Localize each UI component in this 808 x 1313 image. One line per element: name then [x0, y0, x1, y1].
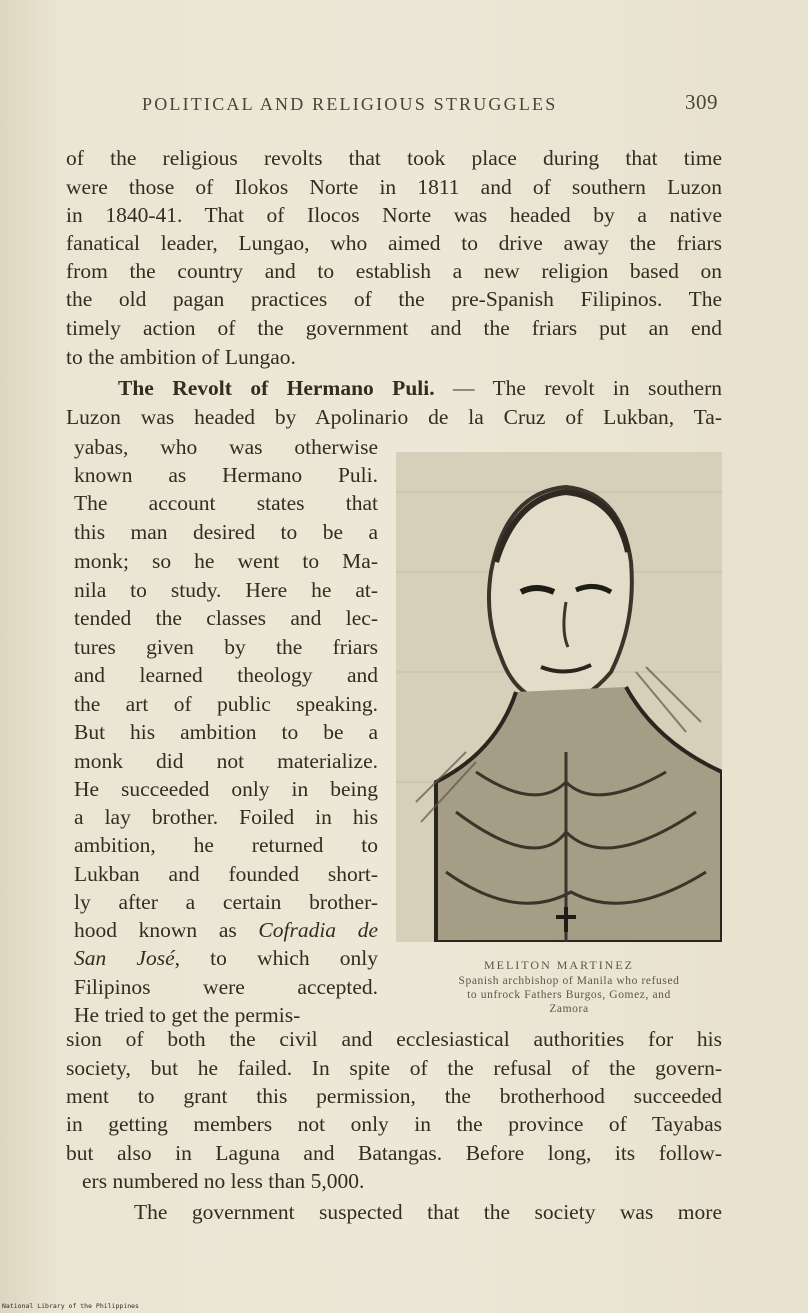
text-line: the old pagan practices of the pre-Spanish Filipinos. The: [66, 287, 722, 311]
caption-line: Spanish archbishop of Manila who refused: [458, 975, 680, 987]
text-line: from the country and to establish a new religion based on: [66, 259, 722, 283]
section-heading-line: [118, 374, 722, 402]
text-line: ers numbered no less than 5,000.: [82, 1169, 365, 1193]
text-line: but also in Laguna and Batangas. Before long, its follow-: [66, 1141, 722, 1165]
text-line: [74, 944, 378, 972]
figure-caption-name: MELITON MARTINEZ: [483, 958, 635, 972]
text-run: — The revolt in southern: [434, 376, 723, 400]
text-line: But his ambition to be a: [74, 720, 378, 744]
italic-term: Cofradia de: [258, 918, 379, 942]
text-line: ambition, he returned to: [74, 833, 378, 857]
text-line: He tried to get the permis-: [74, 1003, 301, 1027]
caption-line: to unfrock Fathers Burgos, Gomez, and: [467, 989, 671, 1001]
text-line: Filipinos were accepted.: [74, 975, 378, 999]
page-number: 309: [685, 90, 718, 114]
text-line: [74, 916, 378, 944]
text-line: monk did not materialize.: [74, 749, 378, 773]
text-line: nila to study. Here he at-: [74, 578, 378, 602]
text-line: known as Hermano Puli.: [74, 463, 378, 487]
portrait-drawing: [396, 452, 722, 942]
text-line: this man desired to be a: [74, 520, 378, 544]
text-line: to the ambition of Lungao.: [66, 345, 296, 369]
text-line: The account states that: [74, 491, 378, 515]
text-line: the art of public speaking.: [74, 692, 378, 716]
caption-line: Zamora: [549, 1003, 589, 1015]
text-line: of the religious revolts that took place during that time: [66, 146, 722, 170]
text-line: were those of Ilokos Norte in 1811 and of southern Luzon: [66, 175, 722, 199]
text-line: a lay brother. Foiled in his: [74, 805, 378, 829]
text-line: Lukban and founded short-: [74, 862, 378, 886]
text-line: ly after a certain brother-: [74, 890, 378, 914]
text-line: fanatical leader, Lungao, who aimed to drive away the friars: [66, 231, 722, 255]
text-line: He succeeded only in being: [74, 777, 378, 801]
text-run: , to which only: [174, 946, 378, 970]
text-line: monk; so he went to Ma-: [74, 549, 378, 573]
text-line: ment to grant this permission, the brotherhood succeeded: [66, 1084, 722, 1108]
text-line: yabas, who was otherwise: [74, 435, 378, 459]
portrait-illustration: [396, 452, 722, 942]
library-watermark: National Library of the Philippines: [2, 1302, 139, 1310]
text-line: in 1840-41. That of Ilocos Norte was headed by a native: [66, 203, 722, 227]
running-head: [66, 90, 722, 120]
text-line: tended the classes and lec-: [74, 606, 378, 630]
text-line: Luzon was headed by Apolinario de la Cruz of Lukban, Ta-: [66, 405, 722, 429]
italic-term: San José: [74, 946, 175, 970]
text-line: The government suspected that the society was more: [134, 1200, 722, 1224]
text-line: timely action of the government and the friars put an end: [66, 316, 722, 340]
text-line: society, but he failed. In spite of the refusal of the govern-: [66, 1056, 722, 1080]
section-heading: The Revolt of Hermano Puli.: [118, 376, 435, 400]
running-title: POLITICAL AND RELIGIOUS STRUGGLES: [142, 94, 558, 114]
text-line: and learned theology and: [74, 663, 378, 687]
text-line: tures given by the friars: [74, 635, 378, 659]
text-run: hood known as: [74, 918, 237, 942]
text-line: sion of both the civil and ecclesiastical authorities for his: [66, 1027, 722, 1051]
figure-caption-description: [404, 974, 734, 1016]
text-line: in getting members not only in the province of Tayabas: [66, 1112, 722, 1136]
